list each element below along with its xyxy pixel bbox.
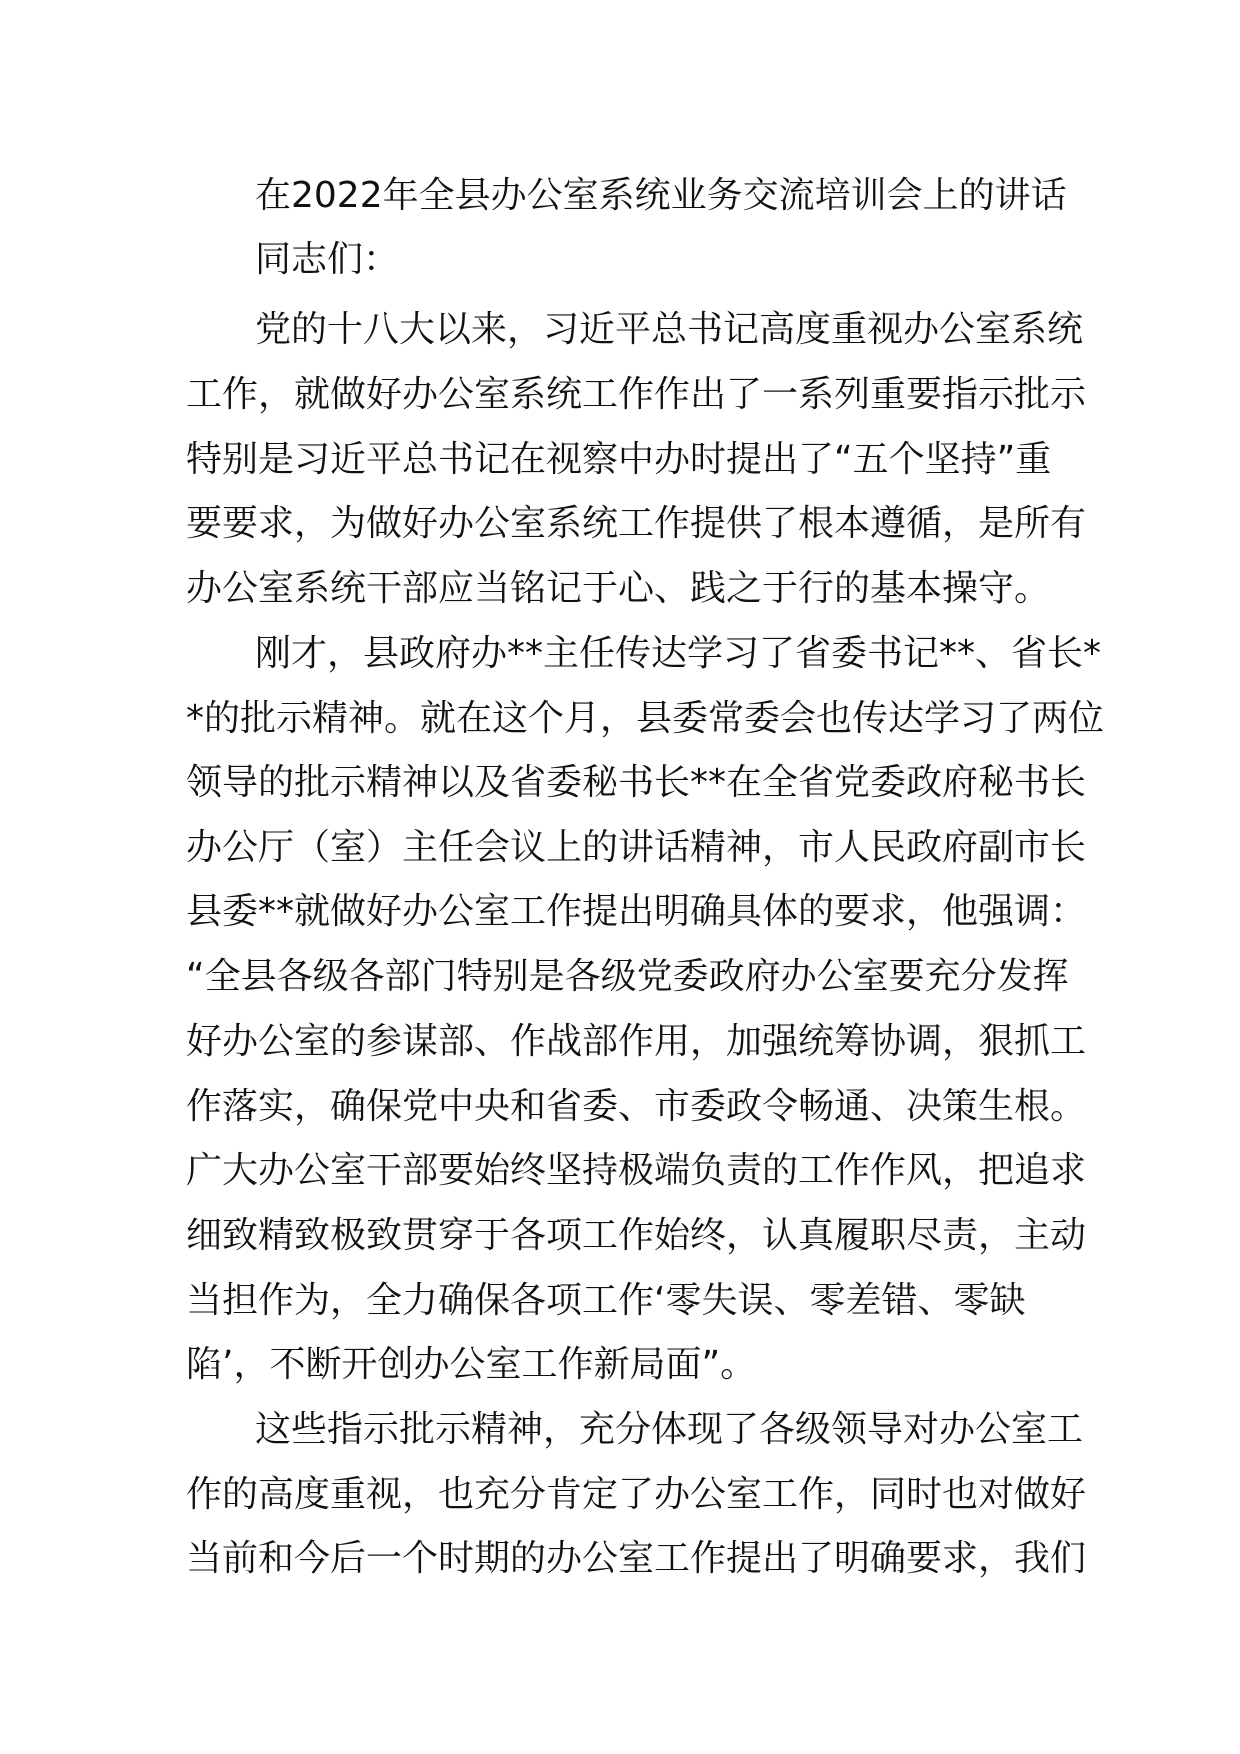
text-line: “全县各级各部门特别是各级党委政府办公室要充分发挥 <box>186 956 1069 997</box>
text-line: 好办公室的参谋部、作战部作用，加强统筹协调，狠抓工 <box>186 1021 1087 1062</box>
text-line: 领导的批示精神以及省委秘书长**在全省党委政府秘书长 <box>186 762 1087 803</box>
text-line: 办公室系统干部应当铭记于心、践之于行的基本操守。 <box>186 568 1051 609</box>
text-line: 作落实，确保党中央和省委、市委政令畅通、决策生根。 <box>186 1086 1087 1127</box>
text-line: 工作，就做好办公室系统工作作出了一系列重要指示批示 <box>186 374 1087 415</box>
salutation: 同志们： <box>255 239 400 280</box>
document-title: 在2022年全县办公室系统业务交流培训会上的讲话 <box>255 175 1067 216</box>
text-line: 这些指示批示精神，充分体现了各级领导对办公室工 <box>255 1409 1084 1450</box>
text-line: 刚才，县政府办**主任传达学习了省委书记**、省长* <box>255 633 1102 674</box>
text-line: 广大办公室干部要始终坚持极端负责的工作作风，把追求 <box>186 1150 1087 1191</box>
text-line: 细致精致极致贯穿于各项工作始终，认真履职尽责，主动 <box>186 1215 1087 1256</box>
text-line: 陷’，不断开创办公室工作新局面”。 <box>186 1344 757 1385</box>
text-line: 要要求，为做好办公室系统工作提供了根本遵循，是所有 <box>186 503 1087 544</box>
text-line: 党的十八大以来，习近平总书记高度重视办公室系统 <box>255 309 1084 350</box>
text-line: 特别是习近平总书记在视察中办时提出了“五个坚持”重 <box>186 439 1052 480</box>
text-line: 当担作为，全力确保各项工作‘零失误、零差错、零缺 <box>186 1280 1026 1321</box>
text-line: 作的高度重视，也充分肯定了办公室工作，同时也对做好 <box>186 1474 1087 1515</box>
text-line: 办公厅（室）主任会议上的讲话精神，市人民政府副市长 <box>186 827 1087 868</box>
text-line: 当前和今后一个时期的办公室工作提出了明确要求，我们 <box>186 1538 1087 1579</box>
text-line: *的批示精神。就在这个月，县委常委会也传达学习了两位 <box>186 698 1105 739</box>
text-line: 县委**就做好办公室工作提出明确具体的要求，他强调： <box>186 891 1087 932</box>
